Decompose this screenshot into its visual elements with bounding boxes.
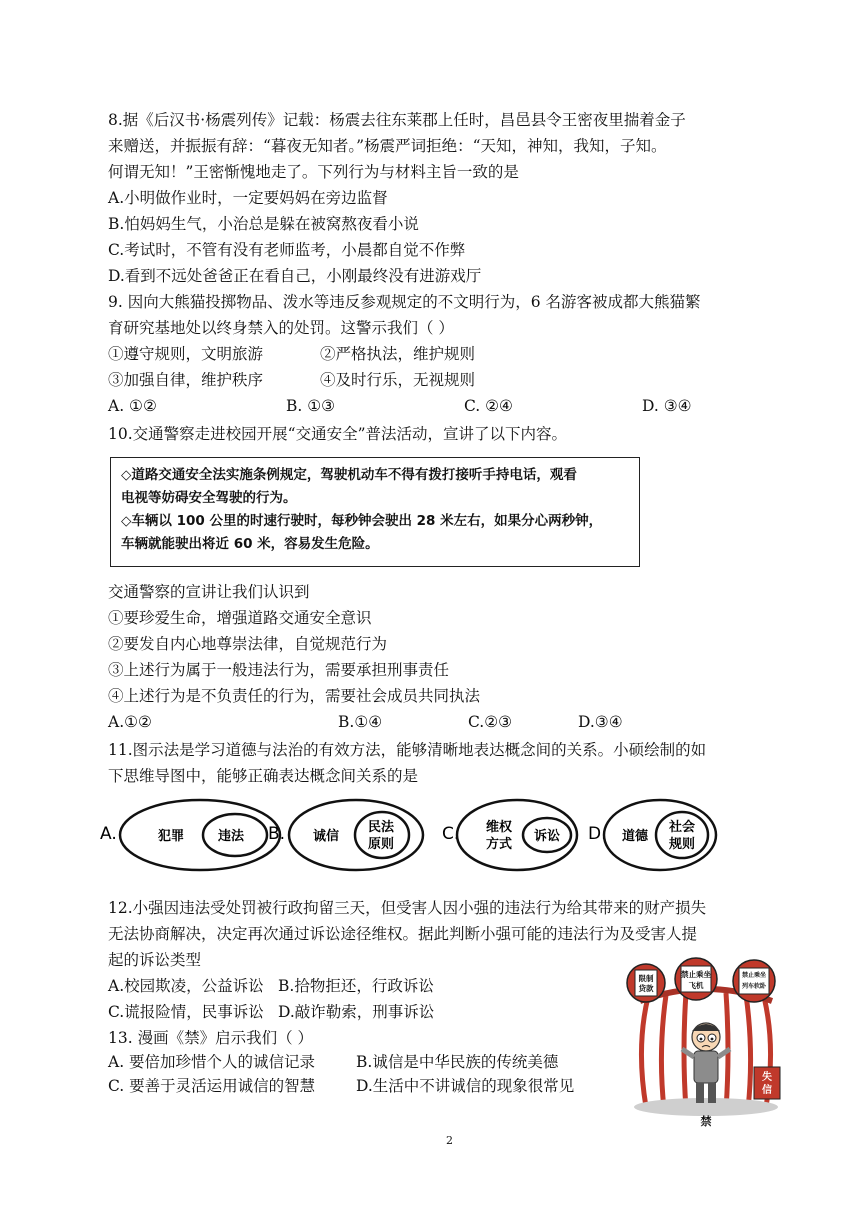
q11-diagram-b bbox=[268, 800, 423, 870]
diagram-b-outer-label: 诚信 bbox=[313, 829, 340, 844]
q8-option-c: C.考试时，不管有没有老师监考，小晨都自觉不作弊 bbox=[108, 241, 466, 259]
q9-stem-line-2: 育研究基地处以终身禁入的处罚。这警示我们（ ） bbox=[108, 319, 454, 337]
balloon-3 bbox=[733, 960, 775, 1002]
q13-stem: 13. 漫画《禁》启示我们（ ） bbox=[108, 1029, 314, 1047]
diagram-d-outer-ellipse bbox=[604, 800, 716, 870]
q9-option-b: B. ①③ bbox=[286, 397, 336, 415]
balloon-1 bbox=[627, 964, 665, 1002]
q12-stem-line-2: 无法协商解决，决定再次通过诉讼途径维权。据此判断小强可能的违法行为及受害人提 bbox=[108, 925, 698, 943]
q11-stem-line-2: 下思维导图中，能够正确表达概念间关系的是 bbox=[108, 767, 419, 785]
cartoon-title: 禁 bbox=[700, 1115, 712, 1128]
q10-option-d: D.③④ bbox=[578, 713, 623, 731]
diagram-c-outer-label-1: 维权 bbox=[486, 820, 513, 835]
balloon-3-label-line-1: 禁止乘坐 bbox=[741, 972, 767, 979]
q13-option-d: D.生活中不讲诚信的现象很常见 bbox=[356, 1077, 575, 1095]
q12-option-d: D.敲诈勒索，刑事诉讼 bbox=[278, 1003, 435, 1021]
q10-option-a: A.①② bbox=[108, 713, 152, 731]
diagram-a-inner-label: 违法 bbox=[218, 829, 245, 844]
q9-item-3: ③加强自律，维护秩序 bbox=[108, 371, 264, 389]
balloon-2 bbox=[675, 958, 717, 1000]
q10-item-2: ②要发自内心地尊崇法律，自觉规范行为 bbox=[108, 635, 388, 653]
q10-box-line-2: 电视等妨碍安全驾驶的行为。 bbox=[121, 490, 297, 506]
q11-diagram-c bbox=[442, 800, 577, 870]
sign-label-line-2: 信 bbox=[762, 1085, 772, 1096]
diagram-d-inner-label-2: 规则 bbox=[669, 837, 696, 852]
q10-info-box bbox=[110, 457, 640, 567]
q11-concept-diagrams bbox=[100, 795, 730, 875]
q9-option-c: C. ②④ bbox=[464, 397, 513, 415]
q10-item-3: ③上述行为属于一般违法行为，需要承担刑事责任 bbox=[108, 661, 450, 679]
q12-option-a: A.校园欺凌，公益诉讼 bbox=[108, 977, 264, 995]
q8-stem-line-2: 来赠送，并振振有辞：“暮夜无知者。”杨震严词拒绝：“天知，神知，我知，子知。 bbox=[108, 137, 667, 155]
balloon-2-label-line-2: 飞机 bbox=[688, 981, 704, 990]
diagram-d-letter: D. bbox=[588, 824, 607, 844]
q13-option-c: C. 要善于灵活运用诚信的智慧 bbox=[108, 1077, 316, 1095]
q9-option-d: D. ③④ bbox=[642, 397, 692, 415]
q10-question: 交通警察的宣讲让我们认识到 bbox=[108, 583, 310, 601]
caged-person bbox=[682, 1023, 730, 1103]
diagram-a-letter: A. bbox=[100, 824, 117, 844]
diagram-c-outer-label-2: 方式 bbox=[486, 837, 513, 852]
q9-item-4: ④及时行乐，无视规则 bbox=[320, 371, 476, 389]
q13-option-a: A. 要倍加珍惜个人的诚信记录 bbox=[108, 1053, 316, 1071]
q10-option-c: C.②③ bbox=[468, 713, 513, 731]
q8-option-d: D.看到不远处爸爸正在看自己，小刚最终没有进游戏厅 bbox=[108, 267, 482, 285]
q9-item-1: ①遵守规则，文明旅游 bbox=[108, 345, 264, 363]
diagram-d-outer-label: 道德 bbox=[622, 829, 649, 844]
q13-option-b: B.诚信是中华民族的传统美德 bbox=[356, 1053, 559, 1071]
balloon-1-label-line-1: 限制 bbox=[638, 974, 654, 983]
q8-option-b: B.怕妈妈生气，小治总是躲在被窝熬夜看小说 bbox=[108, 215, 419, 233]
q10-item-1: ①要珍爱生命，增强道路交通安全意识 bbox=[108, 609, 372, 627]
q12-option-b: B.拾物拒还，行政诉讼 bbox=[278, 977, 434, 995]
diagram-a-outer-label: 犯罪 bbox=[158, 829, 185, 844]
q13-cartoon-illustration bbox=[626, 957, 786, 1129]
q11-stem-line-1: 11.图示法是学习道德与法治的有效方法，能够清晰地表达概念间的关系。小硕绘制的如 bbox=[108, 741, 707, 759]
diagram-a-outer-ellipse bbox=[120, 800, 280, 870]
q10-item-4: ④上述行为是不负责任的行为，需要社会成员共同执法 bbox=[108, 687, 481, 705]
balloon-2-label-line-1: 禁止乘坐 bbox=[681, 970, 711, 979]
q9-option-a: A. ①② bbox=[108, 397, 157, 415]
q8-option-a: A.小明做作业时，一定要妈妈在旁边监督 bbox=[108, 189, 388, 207]
q11-diagram-a bbox=[100, 800, 280, 870]
diagram-b-inner-label-1: 民法 bbox=[368, 820, 395, 835]
q10-box-line-4: 车辆就能驶出将近 60 米，容易发生危险。 bbox=[121, 536, 379, 552]
sign-label-line-1: 失 bbox=[762, 1072, 772, 1083]
q9-stem-line-1: 9. 因向大熊猫投掷物品、泼水等违反参观规定的不文明行为，6 名游客被成都大熊猫繁 bbox=[108, 293, 701, 311]
page-number: 2 bbox=[446, 1134, 453, 1147]
diagram-b-inner-label-2: 原则 bbox=[368, 837, 395, 852]
q8-stem-line-1: 8.据《后汉书·杨震列传》记载：杨震去往东莱郡上任时，昌邑县令王密夜里揣着金子 bbox=[108, 111, 686, 129]
q8-stem-line-3: 何谓无知！”王密惭愧地走了。下列行为与材料主旨一致的是 bbox=[108, 163, 519, 181]
balloon-1-label-line-2: 贷款 bbox=[638, 984, 654, 993]
q12-stem-line-3: 起的诉讼类型 bbox=[108, 951, 202, 969]
diagram-d-inner-label-1: 社会 bbox=[669, 820, 696, 835]
dishonesty-sign bbox=[754, 1067, 780, 1099]
q10-box-line-1: ◇道路交通安全法实施条例规定，驾驶机动车不得有拨打接听手持电话，观看 bbox=[121, 467, 577, 483]
diagram-c-inner-label: 诉讼 bbox=[534, 829, 561, 844]
q9-item-2: ②严格执法，维护规则 bbox=[320, 345, 476, 363]
balloon-3-label-line-2: 列车软卧 bbox=[741, 983, 767, 990]
q12-stem-line-1: 12.小强因违法受处罚被行政拘留三天，但受害人因小强的违法行为给其带来的财产损失 bbox=[108, 899, 707, 917]
q10-option-b: B.①④ bbox=[338, 713, 383, 731]
q12-option-c: C.谎报险情，民事诉讼 bbox=[108, 1003, 264, 1021]
ground-shadow bbox=[634, 1098, 778, 1116]
q11-diagram-d bbox=[588, 800, 716, 870]
q10-stem: 10.交通警察走进校园开展“交通安全”普法活动，宣讲了以下内容。 bbox=[108, 425, 568, 443]
diagram-b-letter: B. bbox=[268, 824, 286, 844]
diagram-c-letter: C. bbox=[442, 824, 460, 844]
q10-box-line-3: ◇车辆以 100 公里的时速行驶时，每秒钟会驶出 28 米左右，如果分心两秒钟， bbox=[121, 513, 603, 529]
